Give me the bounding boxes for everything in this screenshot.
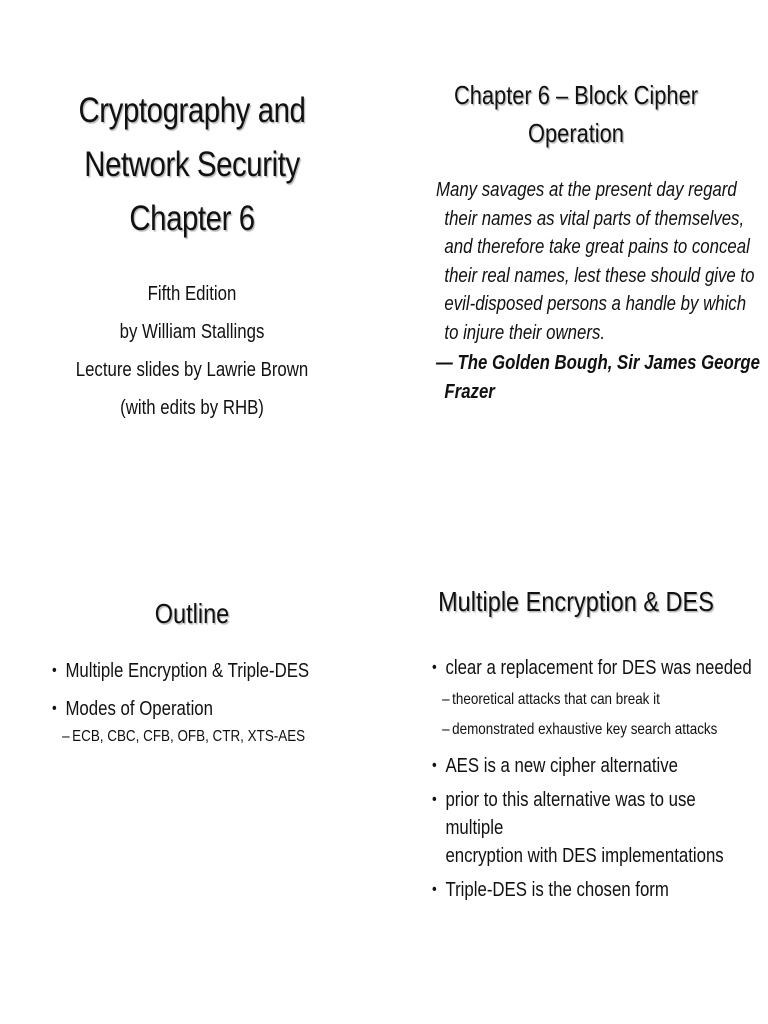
outline-slide xyxy=(0,512,384,1024)
title-slide xyxy=(0,0,384,512)
attribution-line: Frazer xyxy=(444,380,495,403)
slide-title xyxy=(0,84,384,246)
epigraph-quote xyxy=(436,176,760,406)
bullet-item xyxy=(52,657,371,685)
title-line: Network Security xyxy=(84,145,300,184)
bullet-item xyxy=(432,786,751,870)
bullet-item xyxy=(432,752,751,780)
title-line: Chapter 6 xyxy=(129,199,255,238)
quote-line: their names as vital parts of themselves, xyxy=(444,207,745,230)
sub-bullet-text: ECB, CBC, CFB, OFB, CTR, XTS-AES xyxy=(72,728,306,745)
bullet-text: Modes of Operation xyxy=(65,698,213,720)
subtitle-line: Lecture slides by Lawrie Brown xyxy=(75,359,309,381)
attribution-line: — The Golden Bough, Sir James George xyxy=(436,352,760,374)
chapter-intro-slide xyxy=(384,0,768,512)
title-line: Outline xyxy=(154,598,230,629)
title-line: Chapter 6 – Block Cipher xyxy=(453,80,698,110)
bullet-item xyxy=(432,654,751,682)
subtitle-line: by William Stallings xyxy=(119,321,265,343)
subtitle-line: (with edits by RHB) xyxy=(120,397,264,419)
bullet-item xyxy=(52,695,371,723)
sub-bullet-item xyxy=(52,725,371,749)
sub-bullet-item xyxy=(432,718,751,742)
sub-bullet-item xyxy=(432,688,751,712)
quote-line: evil-disposed persons a handle by which xyxy=(444,293,747,315)
bullet-text: AES is a new cipher alternative xyxy=(445,755,678,777)
sub-bullet-text: theoretical attacks that can break it xyxy=(452,691,660,708)
quote-line: to injure their owners. xyxy=(444,321,606,344)
title-line: Operation xyxy=(528,118,624,148)
bullet-text: clear a replacement for DES was needed xyxy=(445,657,752,679)
bullet-text: Multiple Encryption & Triple-DES xyxy=(65,660,310,682)
subtitle-line: Fifth Edition xyxy=(147,283,237,305)
title-line: Cryptography and xyxy=(78,91,306,130)
bullet-list xyxy=(52,657,371,749)
bullet-text-continued: encryption with DES implementations xyxy=(445,845,724,867)
slide-title xyxy=(384,584,768,620)
multiple-encryption-slide xyxy=(384,512,768,1024)
slide-title xyxy=(384,76,768,152)
bullet-text: • prior to this alternative was to use multiple xyxy=(445,789,696,839)
quote-attribution xyxy=(436,349,760,406)
quote-line: Many savages at the present day regard xyxy=(436,179,737,201)
bullet-text: Triple-DES is the chosen form xyxy=(445,879,669,901)
quote-line: and therefore take great pains to conceal xyxy=(444,236,750,258)
quote-line: their real names, lest these should give to xyxy=(444,264,755,287)
bullet-item xyxy=(432,876,751,904)
bullet-list xyxy=(432,654,751,910)
sub-bullet-text: demonstrated exhaustive key search attacks xyxy=(452,721,718,738)
slide-title xyxy=(0,596,384,632)
slide-subtitle xyxy=(0,275,384,427)
title-line: Multiple Encryption & DES xyxy=(438,586,714,617)
